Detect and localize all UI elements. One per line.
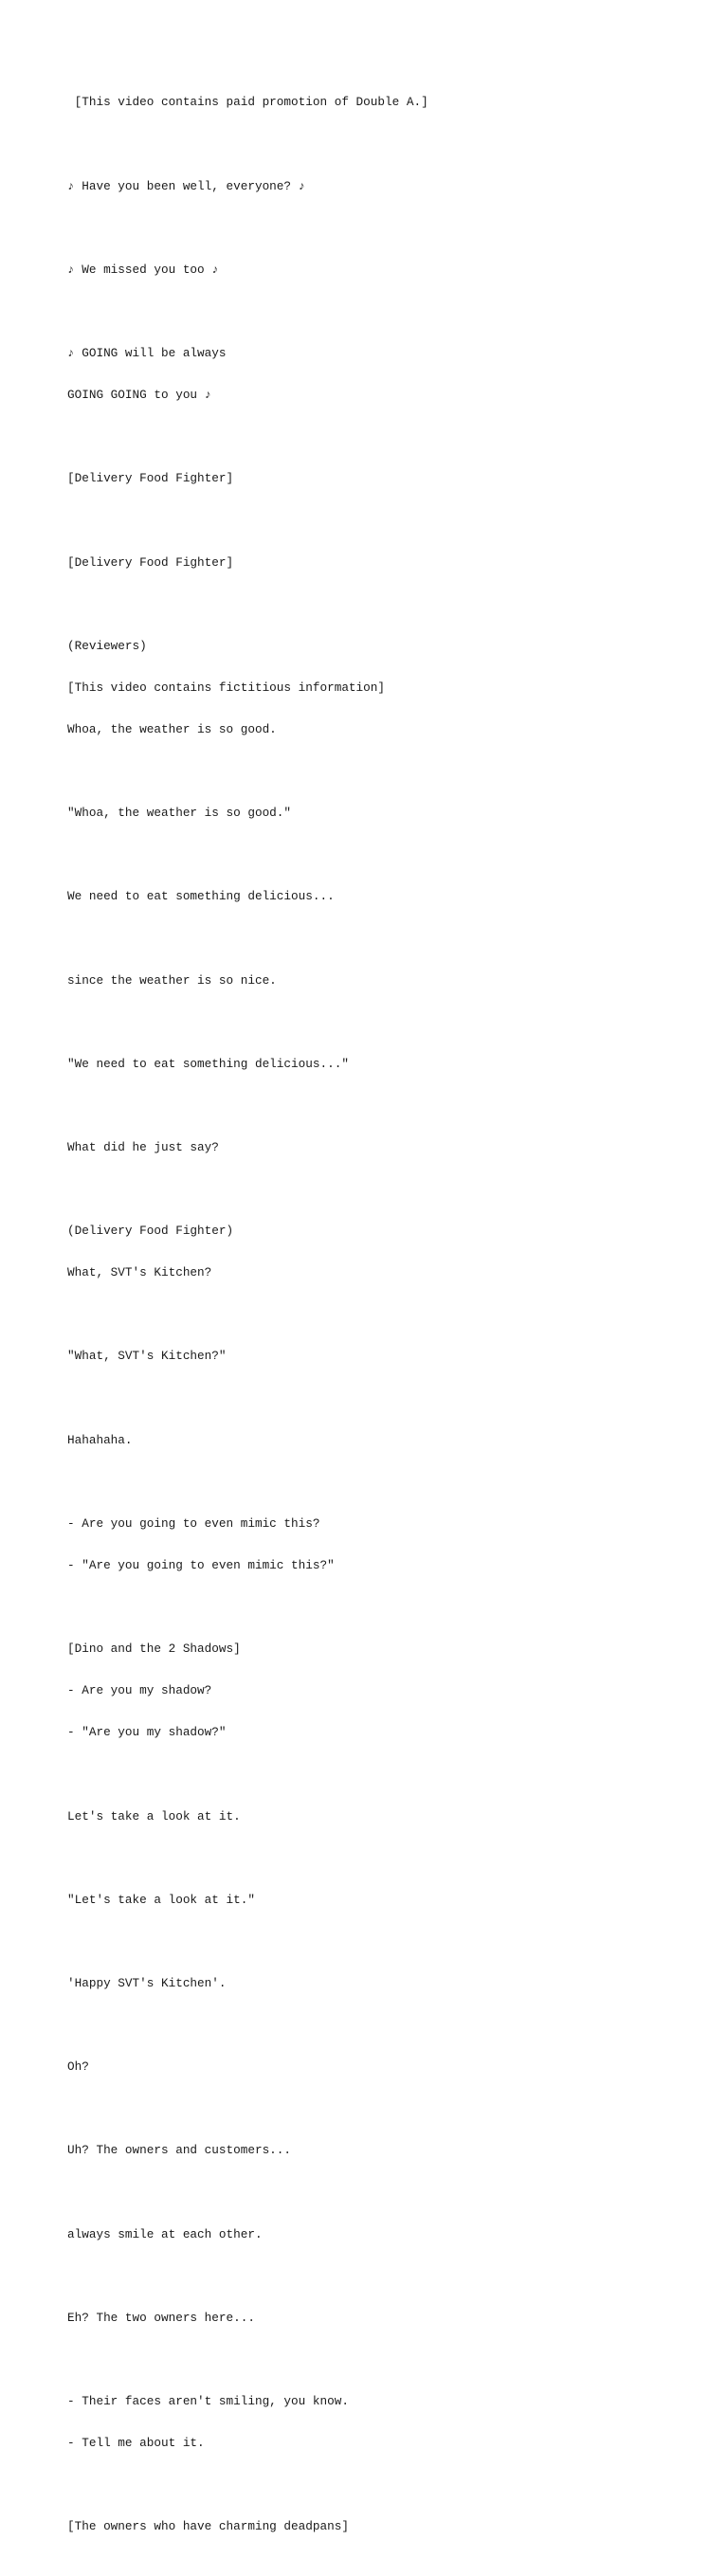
subtitle-line: What did he just say? <box>67 1139 219 1154</box>
subtitle-block <box>67 1615 712 1769</box>
subtitle-line: "Let's take a look at it." <box>67 1892 255 1907</box>
subtitle-line: (Delivery Food Fighter) <box>67 1224 234 1239</box>
subtitle-line: - Are you my shadow? <box>67 1683 212 1698</box>
subtitle-block <box>67 235 712 305</box>
subtitle-line: - "Are you my shadow?" <box>67 1725 227 1740</box>
subtitle-line: - Their faces aren't smiling, you know. <box>67 2394 349 2409</box>
subtitle-line: always smile at each other. <box>67 2226 263 2241</box>
subtitle-line: - "Are you going to even mimic this?" <box>67 1558 335 1572</box>
subtitle-line: Let's take a look at it. <box>67 1808 241 1823</box>
subtitle-block <box>67 68 712 138</box>
subtitle-line: Hahahaha. <box>67 1432 133 1447</box>
subtitle-line: since the weather is so nice. <box>67 972 277 988</box>
subtitle-line: [Delivery Food Fighter] <box>67 471 234 486</box>
subtitle-block <box>67 1029 712 1099</box>
subtitle-document <box>67 68 712 2576</box>
subtitle-line: [Dino and the 2 Shadows] <box>67 1642 241 1657</box>
subtitle-block <box>67 2283 712 2353</box>
subtitle-block <box>67 779 712 849</box>
subtitle-line: Uh? The owners and customers... <box>67 2143 292 2158</box>
subtitle-block <box>67 2116 712 2186</box>
subtitle-block <box>67 2200 712 2270</box>
subtitle-block <box>67 152 712 222</box>
subtitle-line: Oh? <box>67 2059 89 2075</box>
subtitle-line: ♪ We missed you too ♪ <box>67 262 219 277</box>
subtitle-block <box>67 2367 712 2479</box>
subtitle-line: 'Happy SVT's Kitchen'. <box>67 1976 227 1991</box>
subtitle-block <box>67 444 712 515</box>
subtitle-line: - Are you going to even mimic this? <box>67 1515 320 1531</box>
subtitle-block <box>67 1865 712 1935</box>
subtitle-block <box>67 2033 712 2103</box>
subtitle-line: We need to eat something delicious... <box>67 889 335 904</box>
subtitle-line: Whoa, the weather is so good. <box>67 721 277 736</box>
subtitle-block <box>67 946 712 1016</box>
subtitle-line: - Tell me about it. <box>67 2436 205 2451</box>
subtitle-block <box>67 1489 712 1601</box>
subtitle-block <box>67 862 712 933</box>
subtitle-line: GOING GOING to you ♪ <box>67 388 212 403</box>
subtitle-block <box>67 1114 712 1184</box>
subtitle-block <box>67 1197 712 1309</box>
subtitle-line: [The owners who have charming deadpans] <box>67 2519 349 2534</box>
subtitle-line: ♪ Have you been well, everyone? ♪ <box>67 178 306 193</box>
subtitle-line: (Reviewers) <box>67 638 147 653</box>
subtitle-line: [Delivery Food Fighter] <box>67 554 234 570</box>
subtitle-line: "Whoa, the weather is so good." <box>67 806 292 821</box>
subtitle-block <box>67 611 712 765</box>
subtitle-block <box>67 1782 712 1852</box>
subtitle-block <box>67 1322 712 1392</box>
subtitle-block <box>67 528 712 598</box>
subtitle-line: "What, SVT's Kitchen?" <box>67 1349 227 1364</box>
subtitle-line: "We need to eat something delicious..." <box>67 1056 349 1071</box>
subtitle-block <box>67 2493 712 2563</box>
subtitle-line: [This video contains fictitious information] <box>67 680 386 695</box>
subtitle-line: Eh? The two owners here... <box>67 2310 255 2325</box>
subtitle-block <box>67 319 712 431</box>
subtitle-line: ♪ GOING will be always <box>67 346 227 361</box>
subtitle-block <box>67 1950 712 2020</box>
subtitle-line: What, SVT's Kitchen? <box>67 1265 212 1280</box>
subtitle-line: [This video contains paid promotion of Double A.] <box>67 95 428 110</box>
subtitle-block <box>67 1406 712 1476</box>
